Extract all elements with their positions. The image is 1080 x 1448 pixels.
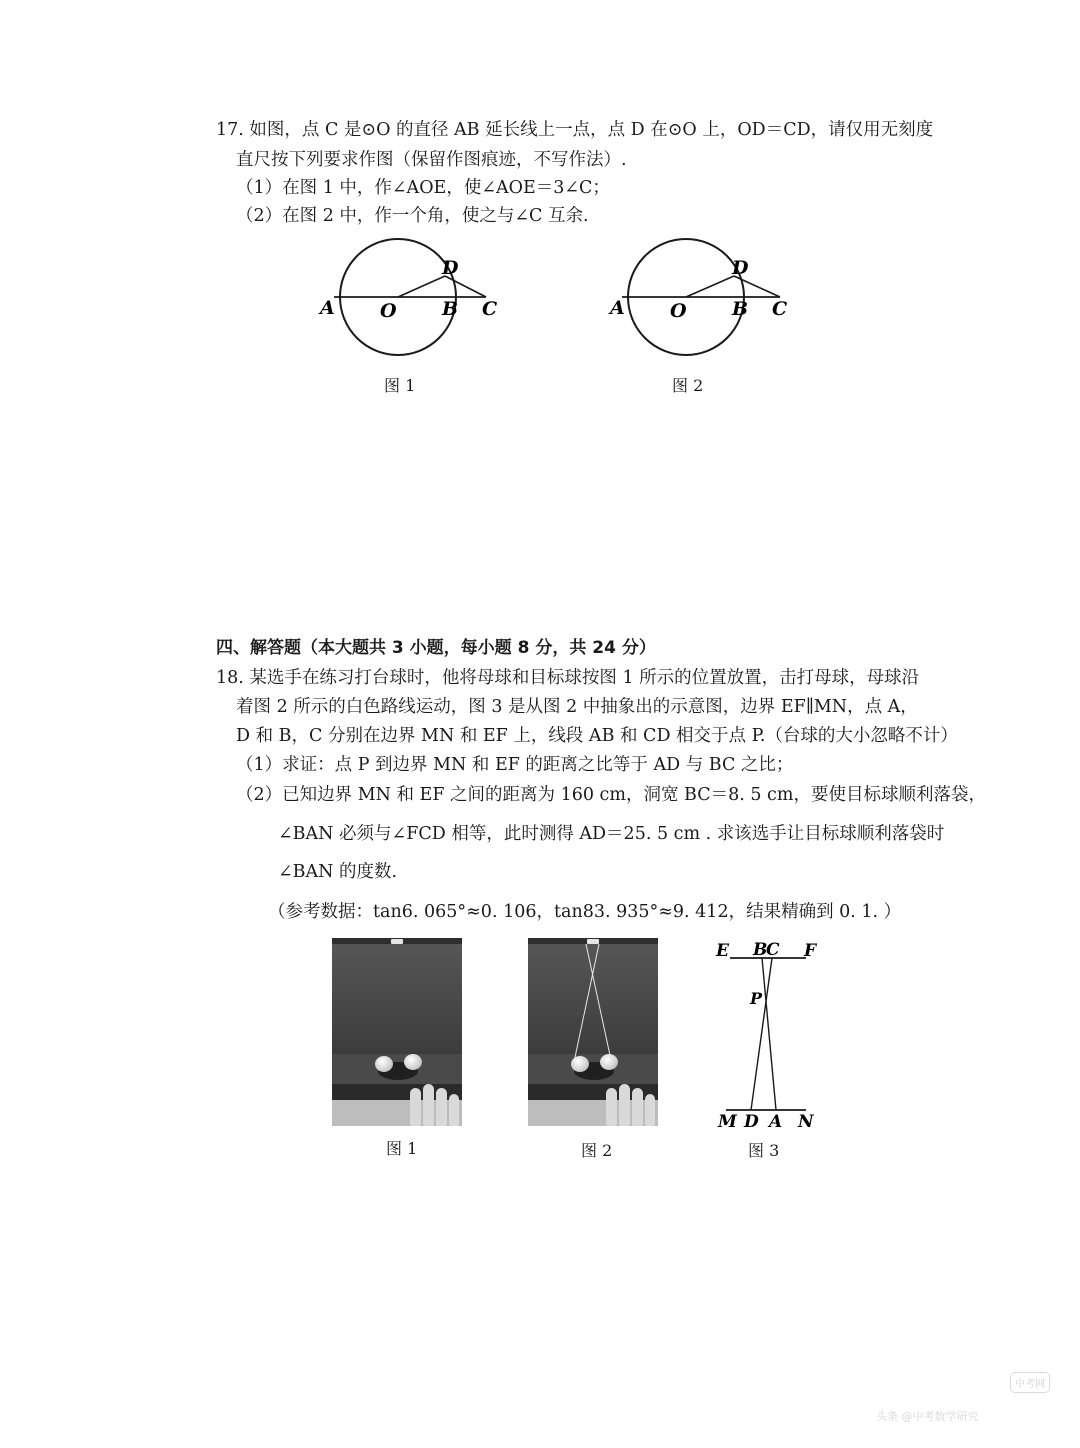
section-4-title: 四、解答题（本大题共 3 小题，每小题 8 分，共 24 分） <box>216 638 656 658</box>
q17-line2: 直尺按下列要求作图（保留作图痕迹，不写作法）. <box>236 150 627 170</box>
q18-fig3-caption: 图 3 <box>748 1141 780 1160</box>
q18-part2c: ∠BAN 的度数. <box>278 862 398 882</box>
fig3-label-e: E <box>716 941 729 961</box>
fig1-label-d: D <box>442 257 459 279</box>
q17-line1: 17. 如图，点 C 是⊙O 的直径 AB 延长线上一点，点 D 在⊙O 上，OD＝CD，请仅用无刻度 <box>216 120 934 140</box>
fig3-label-a: A <box>769 1112 783 1132</box>
fig3-label-p: P <box>750 989 763 1008</box>
fig3-label-f: F <box>804 941 817 961</box>
fig3-label-c: C <box>766 940 780 960</box>
fig3-label-m: M <box>718 1112 737 1132</box>
q18-reference-data: （参考数据：tan6. 065°≈0. 106，tan83. 935°≈9. 412，结果精确到 0. 1. ） <box>268 902 902 922</box>
fig2-label-c: C <box>772 298 788 320</box>
q18-figure-3-schematic <box>712 938 822 1132</box>
fig1-label-o: O <box>380 300 397 322</box>
q18-fig1-caption: 图 1 <box>386 1139 418 1158</box>
q18-photo-figure-2 <box>528 938 658 1126</box>
q18-line3: D 和 B，C 分别在边界 MN 和 EF 上，线段 AB 和 CD 相交于点 P.（台球的大小忽略不计） <box>236 726 958 746</box>
fig1-label-b: B <box>442 298 459 320</box>
fig3-label-b: B <box>753 940 768 960</box>
q18-line1: 18. 某选手在练习打台球时，他将母球和目标球按图 1 所示的位置放置，击打母球，母球沿 <box>216 668 920 688</box>
q18-line2: 着图 2 所示的白色路线运动，图 3 是从图 2 中抽象出的示意图，边界 EF∥MN，点 A， <box>236 697 918 717</box>
fig1-label-a: A <box>320 297 335 319</box>
q18-part1: （1）求证：点 P 到边界 MN 和 EF 的距离之比等于 AD 与 BC 之比； <box>236 755 794 775</box>
fig2-label-b: B <box>732 298 749 320</box>
q17-figure-1 <box>318 238 508 360</box>
fig2-label-a: A <box>610 297 625 319</box>
watermark-badge: 中考网 <box>1010 1372 1050 1393</box>
watermark-text: 头条 @中考数学研究 <box>876 1410 979 1423</box>
q18-fig2-caption: 图 2 <box>581 1141 613 1160</box>
q18-part2b: ∠BAN 必须与∠FCD 相等，此时测得 AD＝25. 5 cm . 求该选手让目标球顺利落袋时 <box>278 824 945 844</box>
q17-fig1-caption: 图 1 <box>384 376 416 395</box>
fig2-label-d: D <box>732 257 749 279</box>
q18-photo-figure-1 <box>332 938 462 1126</box>
q17-part2: （2）在图 2 中，作一个角，使之与∠C 互余. <box>236 206 589 226</box>
fig3-label-d: D <box>744 1112 759 1132</box>
q18-part2a: （2）已知边界 MN 和 EF 之间的距离为 160 cm，洞宽 BC＝8. 5 cm，要使目标球顺利落袋， <box>236 785 986 805</box>
fig2-label-o: O <box>670 300 687 322</box>
q17-part1: （1）在图 1 中，作∠AOE，使∠AOE＝3∠C； <box>236 178 610 198</box>
q17-fig2-caption: 图 2 <box>672 376 704 395</box>
q17-figure-2 <box>608 238 798 360</box>
fig1-label-c: C <box>482 298 498 320</box>
fig3-label-n: N <box>798 1112 814 1132</box>
